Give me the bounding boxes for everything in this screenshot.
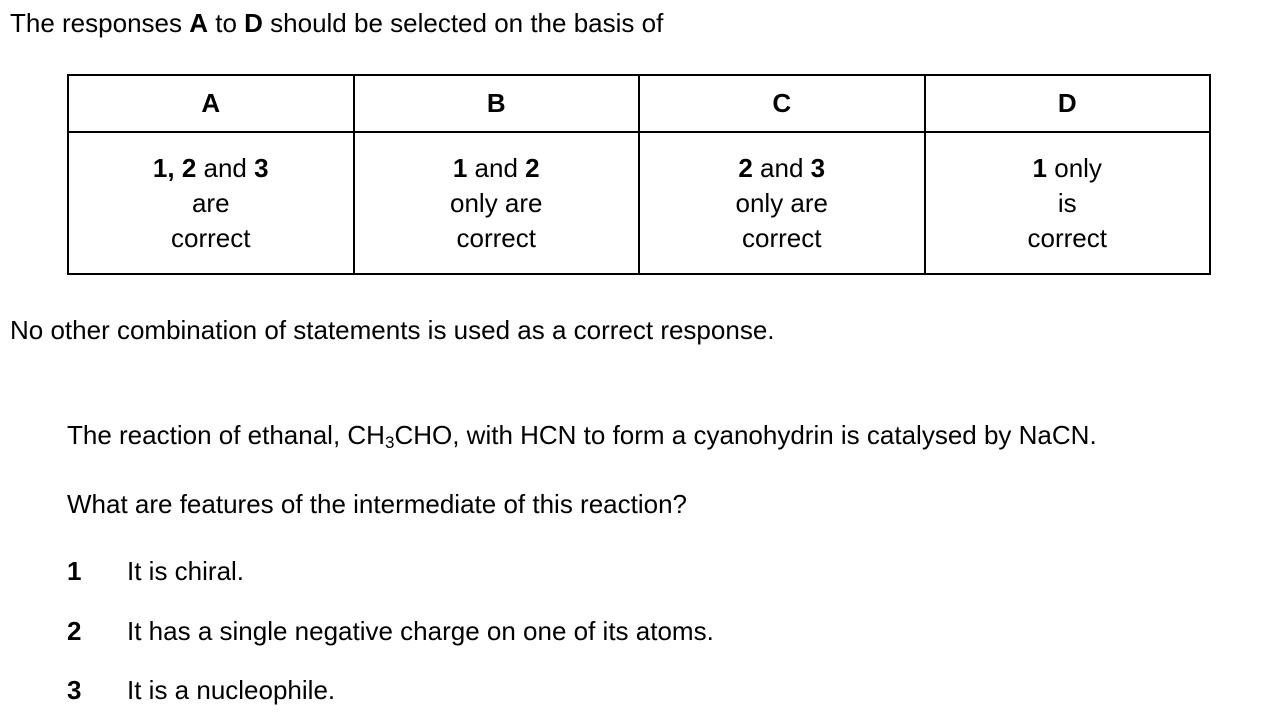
- key-cell-a: 1, 2 and 3 are correct: [68, 132, 354, 274]
- statement-1-text: It is chiral.: [127, 556, 245, 586]
- key-body-row: [68, 132, 1210, 274]
- key-cell-c: 2 and 3 only are correct: [639, 132, 925, 274]
- key-cell-b: 1 and 2 only are correct: [354, 132, 640, 274]
- statement-2-text: It has a single negative charge on one of its atoms.: [127, 616, 714, 646]
- key-cell-d: 1 only is correct: [925, 132, 1211, 274]
- key-header-a: A: [68, 75, 354, 132]
- statement-1-number: 1: [67, 556, 82, 586]
- intro-text: The responses A to D should be selected on the basis of: [10, 8, 664, 38]
- key-header-b: B: [354, 75, 640, 132]
- statement-2-number: 2: [67, 616, 82, 646]
- statement-3-text: It is a nucleophile.: [127, 675, 336, 705]
- question-text: What are features of the intermediate of this reaction?: [67, 489, 688, 519]
- key-header-row: [68, 75, 1210, 132]
- statement-3-number: 3: [67, 675, 82, 705]
- key-header-c: C: [639, 75, 925, 132]
- response-key-table: [67, 74, 1211, 275]
- key-header-d: D: [925, 75, 1211, 132]
- question-stem: The reaction of ethanal, $CH_3CHO$, with HCN to form a cyanohydrin is catalysed by NaCN.: [67, 420, 1097, 452]
- combination-note: No other combination of statements is used as a correct response.: [10, 315, 775, 345]
